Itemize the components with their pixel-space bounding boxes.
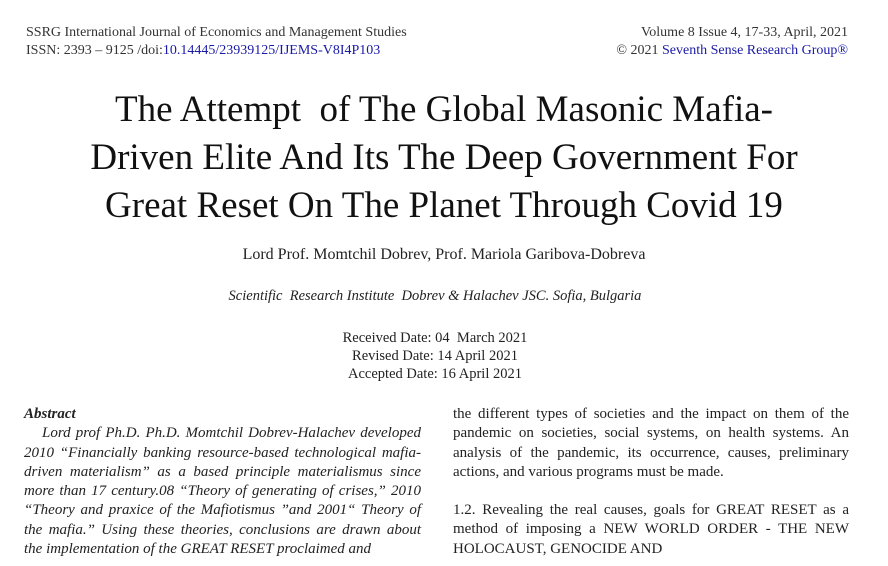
issn-doi-line [26, 42, 407, 60]
abstract-heading: Abstract [24, 406, 76, 422]
authors: Lord Prof. Momtchil Dobrev, Prof. Mariola Garibova-Dobreva [242, 246, 646, 263]
revised-date: Revised Date: 14 April 2021 [352, 348, 518, 364]
volume-header [616, 24, 848, 60]
title-line-1: The Attempt of The Global Masonic Mafia- [115, 89, 773, 130]
journal-name: SSRG International Journal of Economics and Management Studies [26, 25, 407, 40]
title-line-3: Great Reset On The Planet Through Covid 19 [105, 185, 783, 226]
affiliation: Scientific Research Institute Dobrev & Halachev JSC. Sofia, Bulgaria [228, 288, 642, 304]
volume-info: Volume 8 Issue 4, 17-33, April, 2021 [640, 25, 848, 40]
copyright-line [616, 42, 848, 60]
issn-text: ISSN: 2393 – 9125 /doi: [26, 43, 163, 58]
abstract-column [24, 405, 421, 559]
abstract-text: Lord prof Ph.D. Ph.D. Momtchil Dobrev-Halachev developed 2010 “Financially banking resource-based technological mafia-driven materialism” as a based principle materialismus since more than 17 century.08 “Theory of generating of crises,” 2010 “Theory and praxice of the Mafiotismus ”and 2001“ Theory of the mafia.” Using these theories, conclusions are drawn about the implementation of the GREAT RESET proclaimed and [24, 425, 421, 558]
accepted-date: Accepted Date: 16 April 2021 [348, 366, 522, 382]
copyright-text: © 2021 [616, 43, 663, 58]
journal-header [26, 24, 407, 60]
right-column [453, 405, 849, 559]
publication-dates [0, 329, 870, 383]
doi-link[interactable]: 10.14445/23939125/IJEMS-V8I4P103 [162, 43, 381, 58]
body-paragraph-2: 1.2. Revealing the real causes, goals for GREAT RESET as a method of imposing a NEW WORLD ORDER - THE NEW HOLOCAUST, GENOCIDE AND [453, 502, 849, 557]
body-paragraph-1: the different types of societies and the impact on them of the pandemic on societies, social systems, on health systems. An analysis of the pandemic, its occurrence, causes, preliminary actions, and various programs must be made. [453, 406, 849, 480]
received-date: Received Date: 04 March 2021 [342, 330, 528, 346]
publisher-link[interactable]: Seventh Sense Research Group® [662, 43, 848, 58]
paper-title [0, 86, 888, 230]
title-line-2: Driven Elite And Its The Deep Government For [90, 137, 798, 178]
